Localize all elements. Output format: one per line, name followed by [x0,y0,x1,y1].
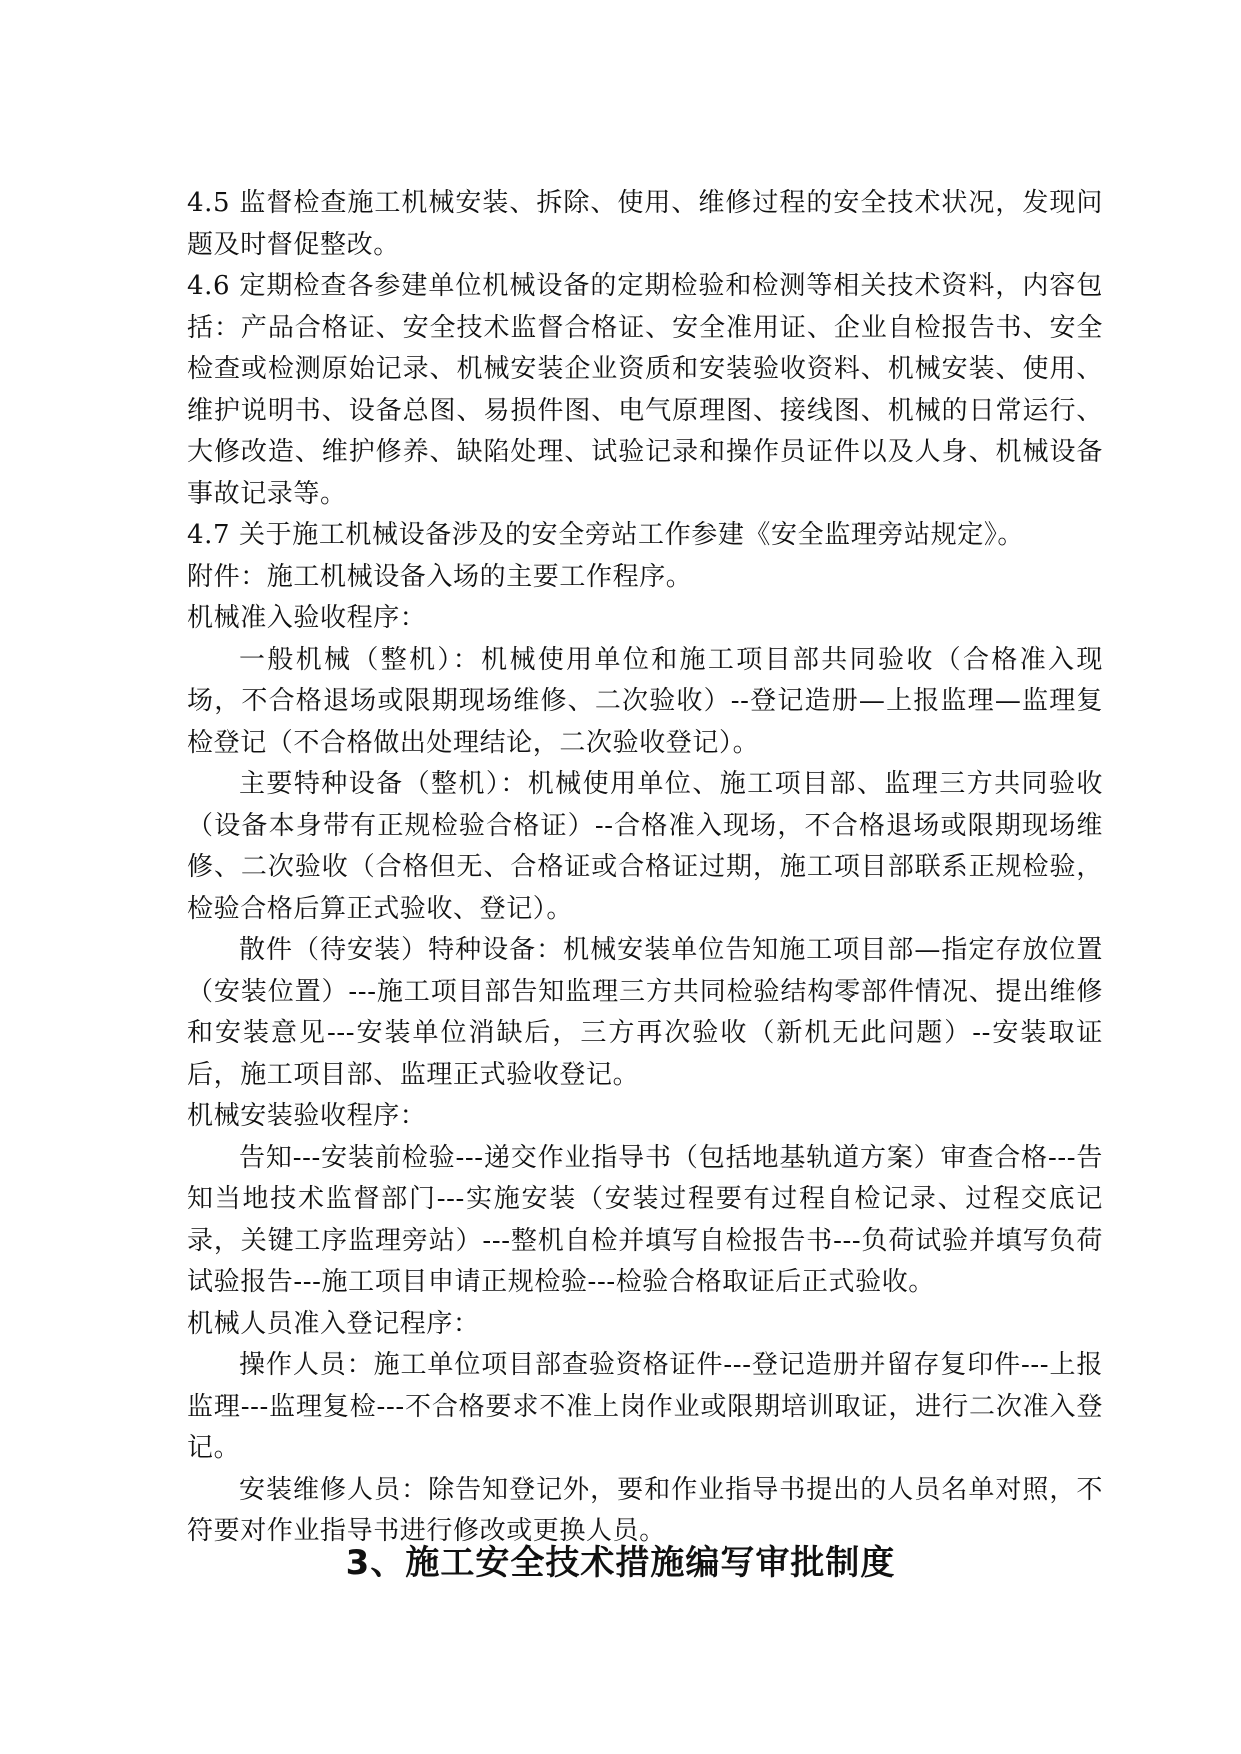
paragraph: 散件（待安装）特种设备：机械安装单位告知施工项目部—指定存放位置（安装位置）---施工项目部告知监理三方共同检验结构零部件情况、提出维修和安装意见---安装单位消缺后，三方再次验收（新机无此问题）--安装取证后，施工项目部、监理正式验收登记。 [187,935,1103,1090]
paragraph: 告知---安装前检验---递交作业指导书（包括地基轨道方案）审查合格---告知当地技术监督部门---实施安装（安装过程要有过程自检记录、过程交底记录，关键工序监理旁站）---整机自检并填写自检报告书---负荷试验并填写负荷试验报告---施工项目申请正规检验---检验合格取证后正式验收。 [187,1142,1103,1297]
section-heading: 3、施工安全技术措施编写审批制度 [345,1543,896,1583]
paragraph: 主要特种设备（整机）：机械使用单位、施工项目部、监理三方共同验收（设备本身带有正规检验合格证）--合格准入现场，不合格退场或限期现场维修、二次验收（合格但无、合格证或合格证过期，施工项目部联系正规检验，检验合格后算正式验收、登记）。 [187,769,1103,924]
paragraph: 安装维修人员：除告知登记外，要和作业指导书提出的人员名单对照，不符要对作业指导书进行修改或更换人员。 [187,1474,1103,1546]
paragraph: 4.7 关于施工机械设备涉及的安全旁站工作参建《安全监理旁站规定》。 [187,520,1025,550]
paragraph: 机械人员准入登记程序： [187,1308,480,1339]
paragraph: 机械准入验收程序： [187,603,427,633]
paragraph: 一般机械（整机）：机械使用单位和施工项目部共同验收（合格准入现场，不合格退场或限期现场维修、二次验收）--登记造册—上报监理—监理复检登记（不合格做出处理结论，二次验收登记）。 [187,644,1103,758]
paragraph: 附件：施工机械设备入场的主要工作程序。 [187,561,693,592]
paragraph: 4.5 监督检查施工机械安装、拆除、使用、维修过程的安全技术状况，发现问题及时督促整改。 [187,188,1103,260]
document-body [187,183,1103,1553]
paragraph: 4.6 定期检查各参建单位机械设备的定期检验和检测等相关技术资料，内容包括：产品合格证、安全技术监督合格证、安全准用证、企业自检报告书、安全检查或检测原始记录、机械安装企业资质和安装验收资料、机械安装、使用、维护说明书、设备总图、易损件图、电气原理图、接线图、机械的日常运行、大修改造、维护修养、缺陷处理、试验记录和操作员证件以及人身、机械设备事故记录等。 [187,271,1103,509]
paragraph: 机械安装验收程序： [187,1101,427,1131]
paragraph: 操作人员：施工单位项目部查验资格证件---登记造册并留存复印件---上报监理---监理复检---不合格要求不准上岗作业或限期培训取证，进行二次准入登记。 [187,1350,1103,1463]
